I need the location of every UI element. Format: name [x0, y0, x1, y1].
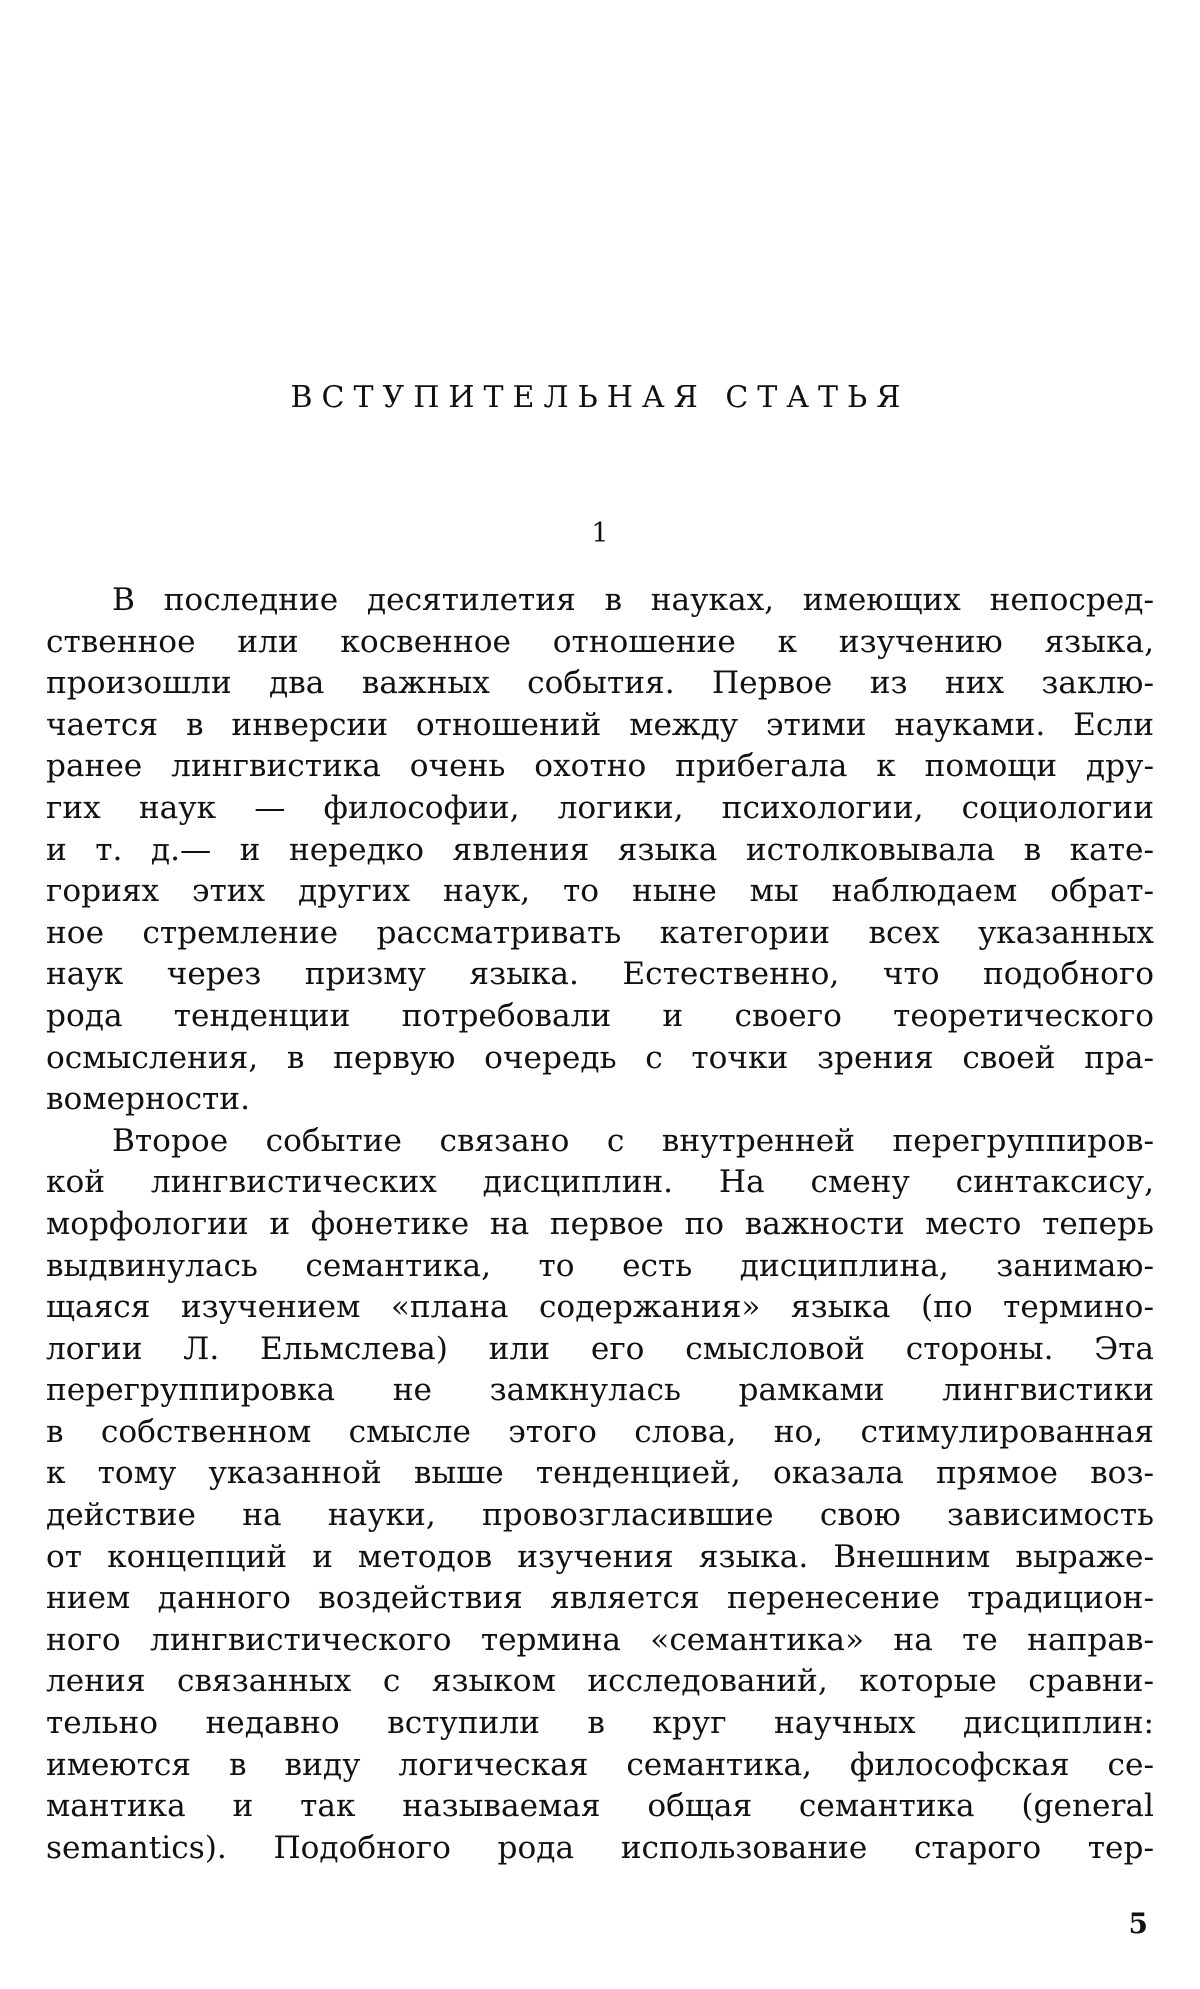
text-line: чается в инверсии отношений между этими науками. Если — [46, 706, 1154, 743]
text-line: от концепций и методов изучения языка. Внешним выраже- — [46, 1538, 1154, 1575]
text-line: В последние десятилетия в науках, имеющих непосред- — [112, 582, 1154, 618]
text-line: ления связанных с языком исследований, которые сравни- — [46, 1663, 1154, 1700]
text-line: гих наук — философии, логики, психологии, социологии — [46, 789, 1154, 826]
text-line: ственное или косвенное отношение к изучению языка, — [46, 623, 1154, 660]
text-line: рода тенденции потребовали и своего теоретического — [46, 997, 1154, 1034]
text-line: перегруппировка не замкнулась рамками лингвистики — [46, 1372, 1154, 1409]
text-line: действие на науки, провозгласившие свою зависимость — [46, 1497, 1154, 1534]
text-line: гориях этих других наук, то ныне мы наблюдаем обрат- — [46, 873, 1154, 910]
text-line: произошли два важных события. Первое из них заклю- — [46, 665, 1154, 702]
text-line: имеются в виду логическая семантика, философская се- — [46, 1746, 1154, 1783]
text-line: выдвинулась семантика, то есть дисциплина, занимаю- — [46, 1247, 1154, 1284]
text-line: ное стремление рассматривать категории всех указанных — [46, 914, 1154, 951]
text-line: нием данного воздействия является перенесение традицион- — [46, 1580, 1154, 1617]
text-line: и т. д.— и нередко явления языка истолковывала в кате- — [46, 831, 1154, 868]
text-line: осмысления, в первую очередь с точки зрения своей пра- — [46, 1039, 1154, 1076]
text-line: тельно недавно вступили в круг научных дисциплин: — [46, 1705, 1154, 1742]
text-line: морфологии и фонетике на первое по важности место теперь — [46, 1205, 1154, 1242]
text-line: логии Л. Ельмслева) или его смысловой стороны. Эта — [46, 1330, 1154, 1367]
text-line: мантика и так называемая общая семантика (general — [46, 1788, 1154, 1825]
section-number: 1 — [591, 518, 609, 549]
page-number: 5 — [1128, 1907, 1148, 1940]
text-line: в собственном смысле этого слова, но, стимулированная — [46, 1413, 1154, 1450]
text-line: щаяся изучением «плана содержания» языка (по термино- — [46, 1289, 1154, 1326]
chapter-title: ВСТУПИТЕЛЬНАЯ СТАТЬЯ — [290, 380, 910, 415]
text-line: Второе событие связано с внутренней перегруппиров- — [112, 1122, 1154, 1159]
text-line: ранее лингвистика очень охотно прибегала к помощи дру- — [46, 748, 1154, 785]
text-line: к тому указанной выше тенденцией, оказала прямое воз- — [46, 1455, 1154, 1492]
text-line: кой лингвистических дисциплин. На смену синтаксису, — [46, 1164, 1154, 1201]
text-line: наук через призму языка. Естественно, что подобного — [46, 956, 1154, 993]
body-text — [46, 580, 1154, 1869]
text-line: ного лингвистического термина «семантика» на те направ- — [46, 1621, 1154, 1658]
text-line: semantics). Подобного рода использование старого тер- — [46, 1829, 1154, 1866]
text-line: вомерности. — [46, 1081, 250, 1118]
